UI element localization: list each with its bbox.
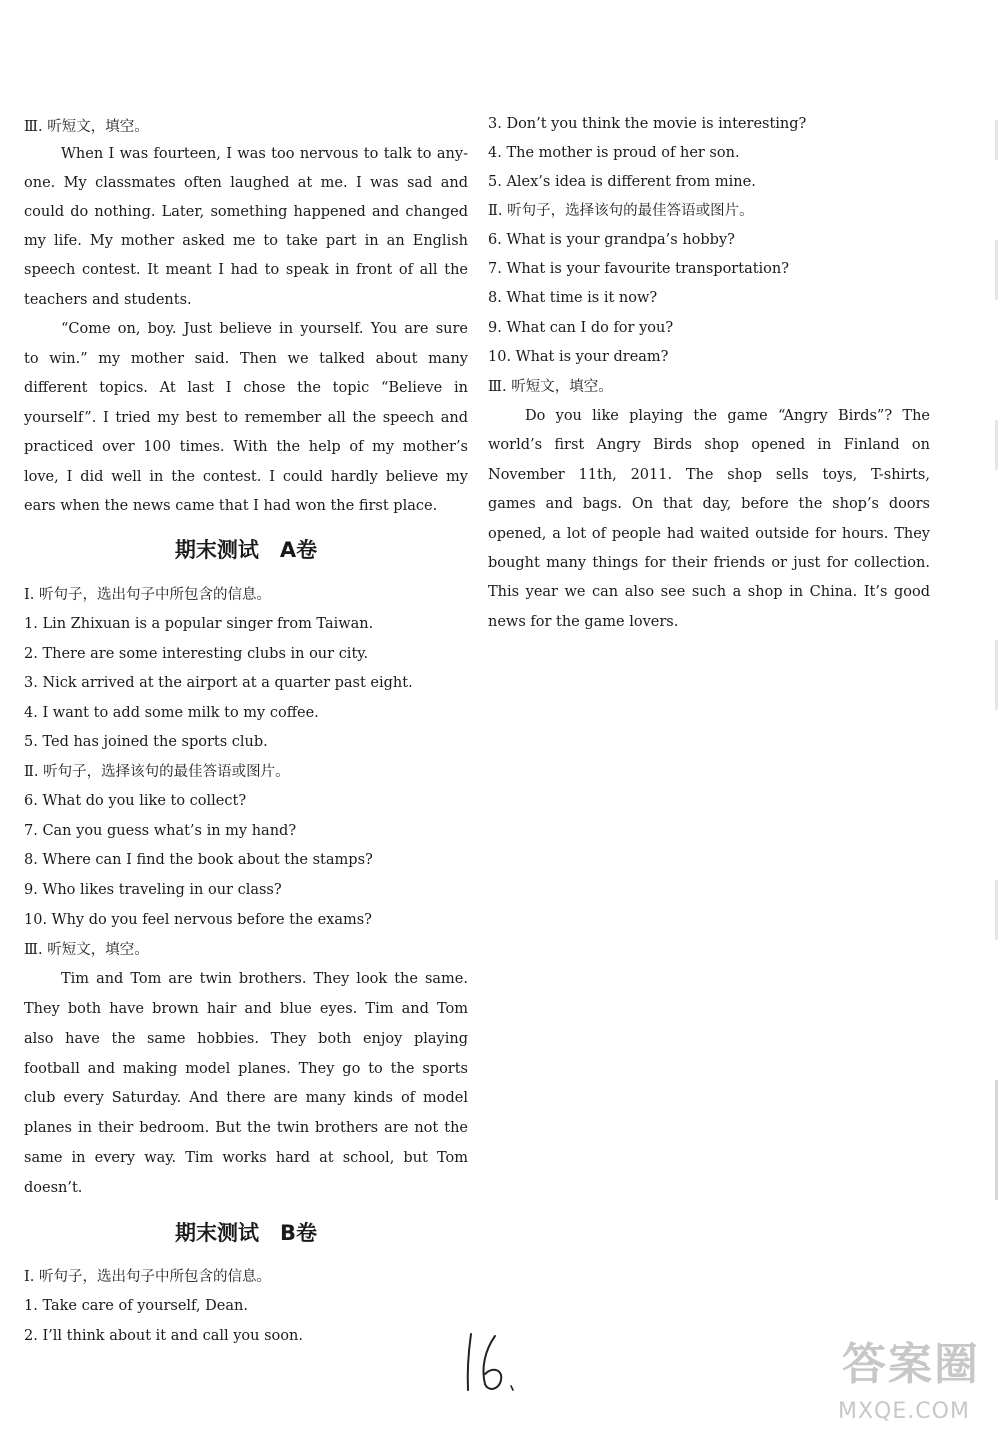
passage-line: also have the same hobbies. They both enjoy playing (24, 1031, 468, 1047)
passage-line: ears when the news came that I had won the first place. (24, 498, 438, 514)
section-2-heading: Ⅱ. 听句子，选择该句的最佳答语或图片。 (488, 203, 754, 219)
passage-line: “Come on, boy. Just believe in yourself. You are sure (61, 321, 468, 337)
passage-line: This year we can also see such a shop in China. It’s good (488, 584, 930, 600)
section-1-heading: Ⅰ. 听句子，选出句子中所包含的信息。 (24, 587, 271, 603)
question-item: 1. Take care of yourself, Dean. (24, 1298, 248, 1314)
passage-line: bought many things for their friends or just for collection. (488, 555, 930, 571)
passage-line: one. My classmates often laughed at me. I was sad and (24, 175, 468, 191)
question-item: 3. Don’t you think the movie is interesting? (488, 116, 807, 132)
question-item: 6. What do you like to collect? (24, 793, 247, 809)
passage-line: club every Saturday. And there are many kinds of model (24, 1090, 468, 1106)
passage-line: teachers and students. (24, 292, 192, 308)
passage-line: yourself”. I tried my best to remember all the speech and (24, 410, 468, 426)
passage-line: doesn’t. (24, 1180, 83, 1196)
passage-line: They both have brown hair and blue eyes. Tim and Tom (24, 1001, 468, 1017)
passage-line: to win.” my mother said. Then we talked about many (24, 351, 468, 367)
passage-line: football and making model planes. They go to the sports (24, 1061, 468, 1077)
passage-line: games and bags. On that day, before the shop’s doors (488, 496, 930, 512)
passage-line: my life. My mother asked me to take part in an English (24, 233, 468, 249)
question-item: 2. There are some interesting clubs in our city. (24, 646, 369, 662)
passage-line: When I was fourteen, I was too nervous to talk to any- (61, 146, 468, 162)
question-item: 5. Alex’s idea is different from mine. (488, 174, 756, 190)
question-item: 4. The mother is proud of her son. (488, 145, 740, 161)
question-item: 1. Lin Zhixuan is a popular singer from Taiwan. (24, 616, 374, 632)
passage-line: love, I did well in the contest. I could hardly believe my (24, 469, 468, 485)
passage-line: same in every way. Tim works hard at school, but Tom (24, 1150, 468, 1166)
handwritten-page-number (455, 1328, 525, 1398)
passage-line: world’s first Angry Birds shop opened in Finland on (488, 437, 930, 453)
question-item: 4. I want to add some milk to my coffee. (24, 705, 319, 721)
passage-line: different topics. At last I chose the topic “Believe in (24, 380, 468, 396)
passage-line: Tim and Tom are twin brothers. They look the same. (61, 971, 468, 987)
passage-line: news for the game lovers. (488, 614, 679, 630)
passage-line: Do you like playing the game “Angry Birds”? The (525, 408, 930, 424)
passage-line: opened, a lot of people had waited outside for hours. They (488, 526, 930, 542)
section-3-heading: Ⅲ. 听短文，填空。 (24, 942, 149, 958)
question-item: 2. I’ll think about it and call you soon. (24, 1328, 303, 1344)
question-item: 10. Why do you feel nervous before the exams? (24, 912, 372, 928)
passage-line: practiced over 100 times. With the help of my mother’s (24, 439, 468, 455)
section-2-heading: Ⅱ. 听句子，选择该句的最佳答语或图片。 (24, 764, 290, 780)
question-item: 8. Where can I find the book about the stamps? (24, 852, 373, 868)
section-3-heading: Ⅲ. 听短文，填空。 (488, 379, 613, 395)
section-1-heading: Ⅰ. 听句子，选出句子中所包含的信息。 (24, 1269, 271, 1285)
watermark (834, 1337, 994, 1437)
test-a-title: 期末测试 A卷 (174, 538, 318, 562)
question-item: 6. What is your grandpa’s hobby? (488, 232, 735, 248)
question-item: 10. What is your dream? (488, 349, 669, 365)
question-item: 8. What time is it now? (488, 290, 658, 306)
passage-line: could do nothing. Later, something happened and changed (24, 204, 468, 220)
passage-line: speech contest. It meant I had to speak in front of all the (24, 262, 468, 278)
question-item: 7. What is your favourite transportation? (488, 261, 790, 277)
test-b-title: 期末测试 B卷 (174, 1221, 317, 1245)
question-item: 9. What can I do for you? (488, 320, 674, 336)
passage-line: planes in their bedroom. But the twin brothers are not the (24, 1120, 468, 1136)
question-item: 3. Nick arrived at the airport at a quarter past eight. (24, 675, 413, 691)
watermark-url: MXQE.COM (838, 1399, 970, 1424)
watermark-logo-text: 答案圈 (842, 1339, 980, 1390)
scan-edge (996, 120, 1000, 1270)
question-item: 5. Ted has joined the sports club. (24, 734, 268, 750)
section-3-heading: Ⅲ. 听短文，填空。 (24, 119, 149, 135)
question-item: 9. Who likes traveling in our class? (24, 882, 282, 898)
passage-line: November 11th, 2011. The shop sells toys, T-shirts, (488, 467, 930, 483)
question-item: 7. Can you guess what’s in my hand? (24, 823, 297, 839)
